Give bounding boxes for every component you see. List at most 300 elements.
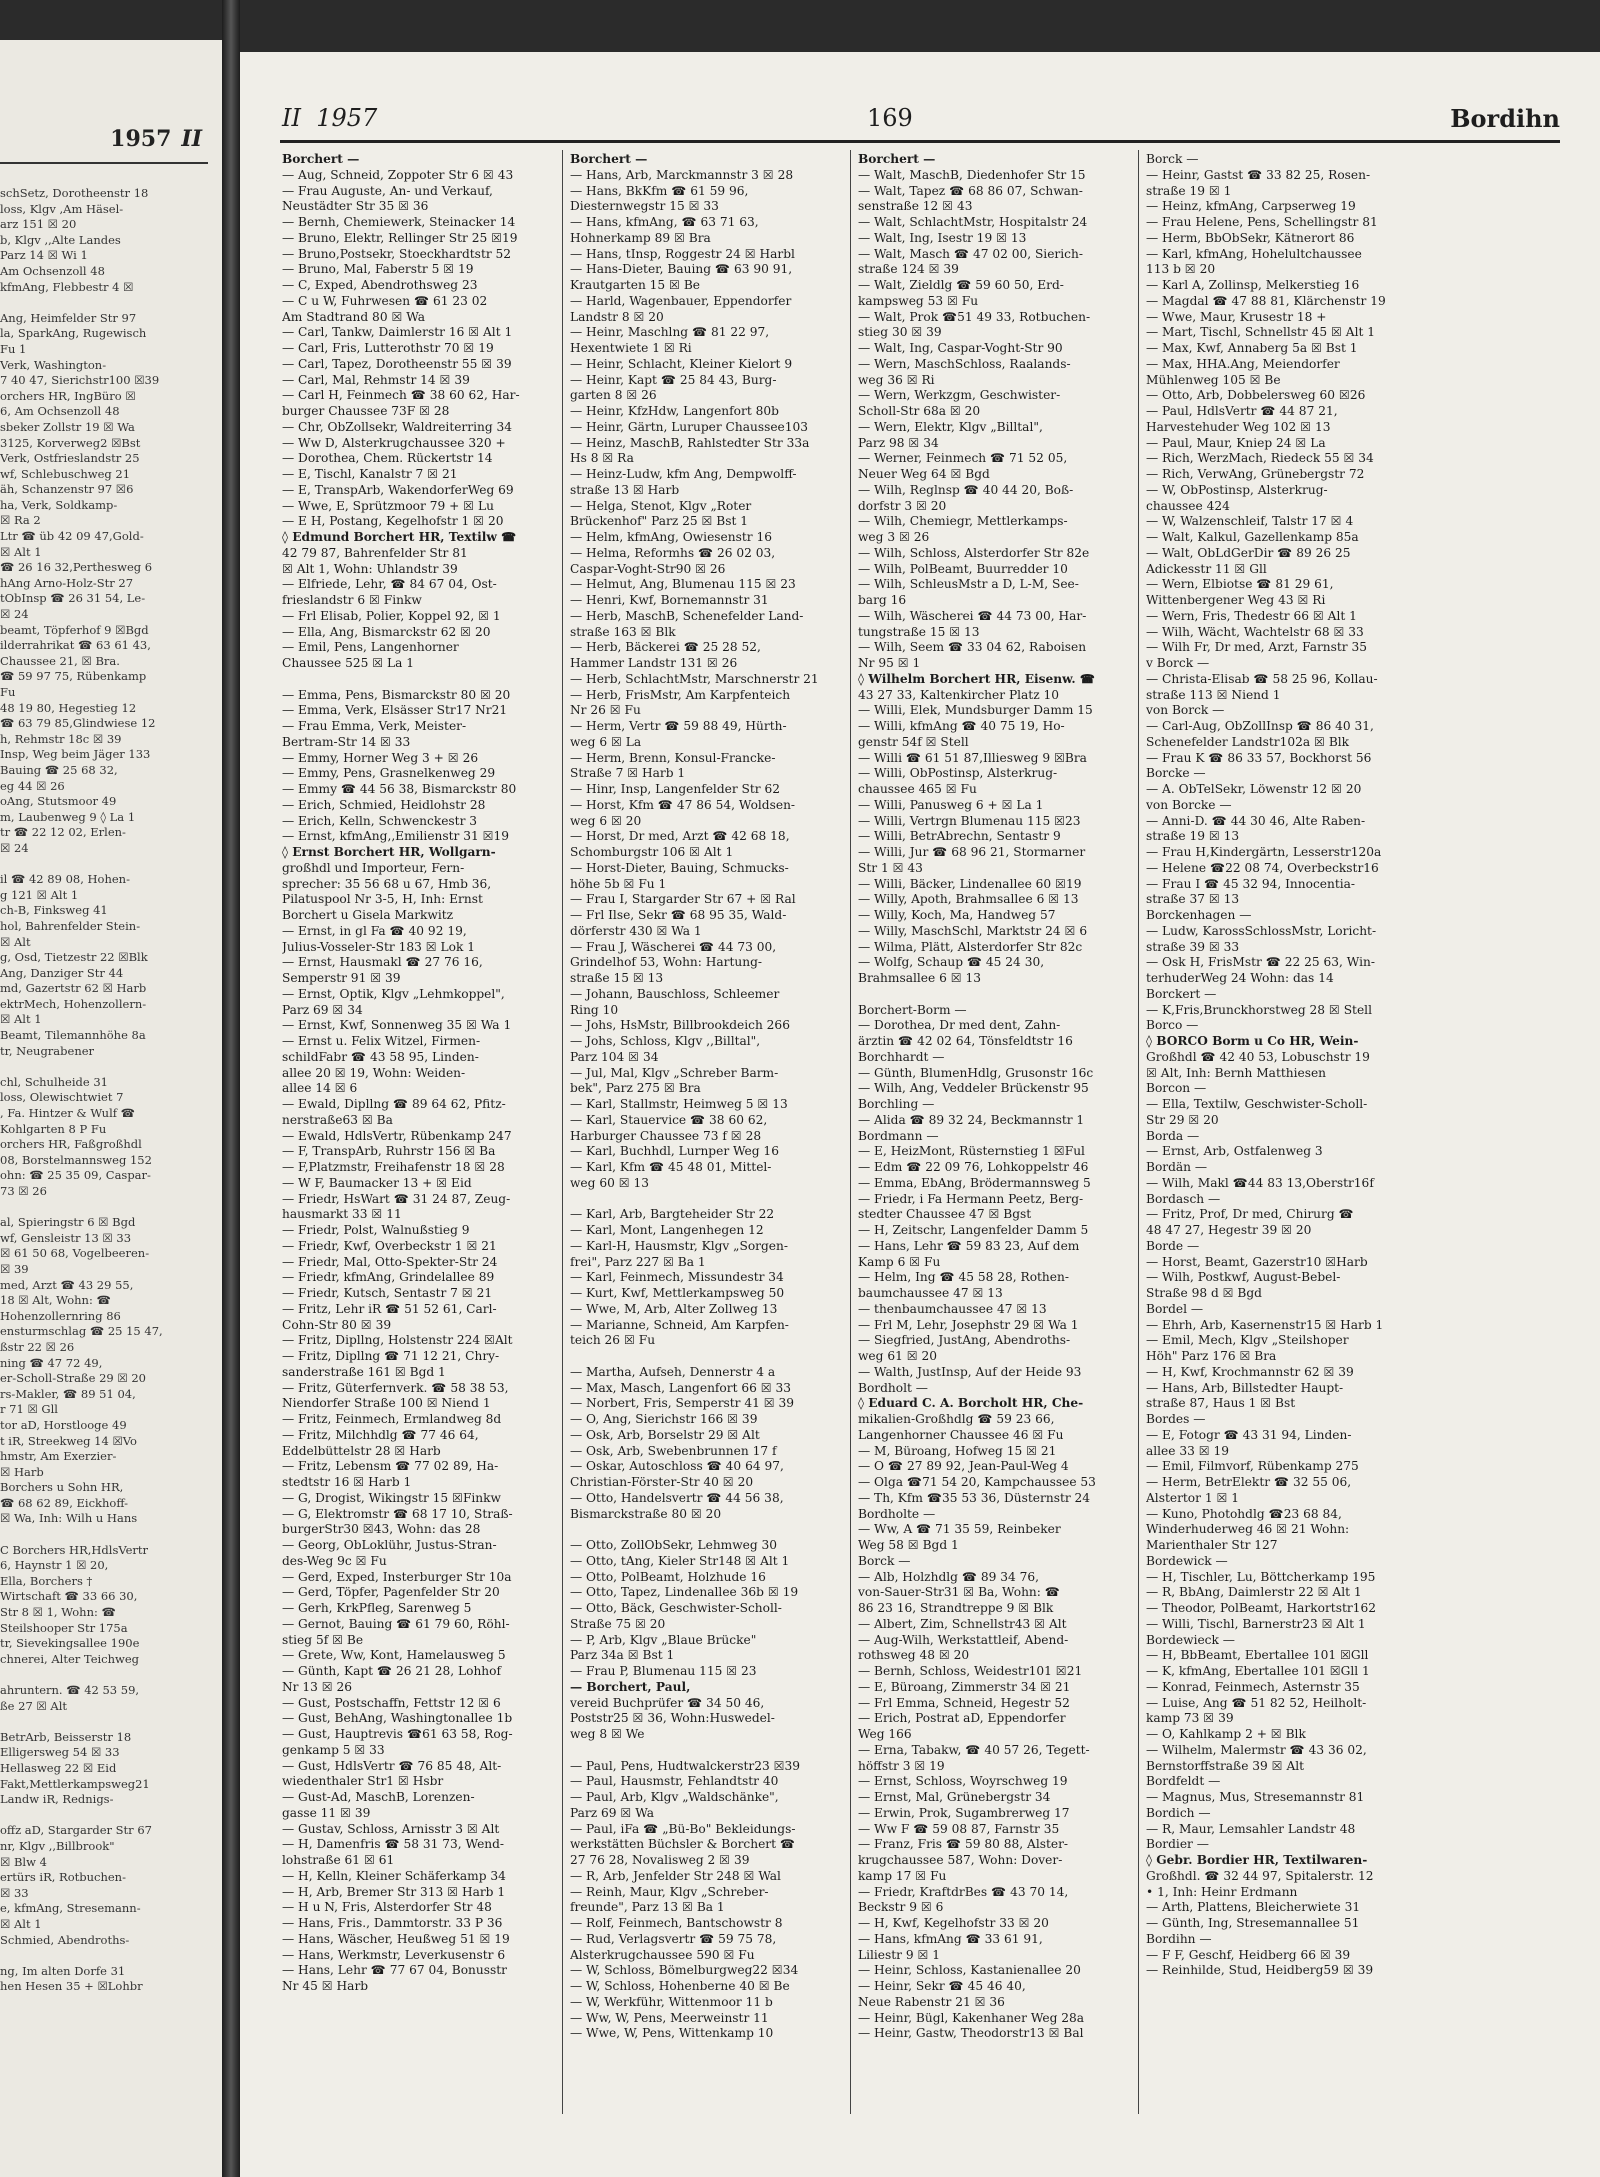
directory-entry-line: straße 124 ☒ 39 [858, 262, 959, 277]
directory-entry-line: orchers HR, IngBüro ☒ [0, 388, 136, 403]
directory-entry-line: — Willi, Panusweg 6 + ☒ La 1 [858, 797, 1044, 812]
directory-entry-line: 6, Am Ochsenzoll 48 [0, 404, 120, 419]
directory-entry-line: — Dorothea, Dr med dent, Zahn- [858, 1018, 1061, 1033]
directory-entry-line: — H, Zeitschr, Langenfelder Damm 5 [858, 1223, 1089, 1237]
directory-entry-line: — Walt, Prok ☎51 49 33, Rotbuchen- [858, 309, 1091, 324]
directory-entry-line: Höh" Parz 176 ☒ Bra [1146, 1349, 1277, 1363]
directory-entry-line: — Heinr, Bügl, Kakenhaner Weg 28a [858, 2010, 1085, 2025]
directory-entry-line: — Willi, Elek, Mundsburger Damm 15 [858, 703, 1093, 718]
directory-entry-line: höhe 5b ☒ Fu 1 [570, 876, 667, 891]
line-spacer [570, 1349, 842, 1365]
directory-entry-line: — Karl-H, Hausmstr, Klgv „Sorgen- [570, 1238, 788, 1253]
directory-entry-line: Schenefelder Landstr102a ☒ Blk [1146, 734, 1350, 749]
directory-entry-line: Diesternwegstr 15 ☒ 33 [570, 199, 719, 214]
directory-entry-line: — Wwe, Maur, Krusestr 18 + [1146, 309, 1327, 324]
directory-entry-line: — Emma, Pens, Bismarckstr 80 ☒ 20 [282, 687, 511, 702]
directory-entry-line: — W, Walzenschleif, Talstr 17 ☒ 4 [1146, 514, 1354, 529]
directory-entry-line: — Fritz, Prof, Dr med, Chirurg ☎ [1146, 1207, 1354, 1222]
directory-entry-line: — Willi, Bäcker, Lindenallee 60 ☒19 [858, 876, 1082, 891]
directory-entry-line: — Hans-Dieter, Bauing ☎ 63 90 91, [570, 262, 793, 277]
directory-entry-line: — Fritz, Dipllng, Holstenstr 224 ☒Alt [282, 1333, 513, 1348]
directory-entry-line: — Ella, Textilw, Geschwister-Scholl- [1146, 1097, 1368, 1111]
directory-entry-line: Großhdl. ☎ 32 44 97, Spitalerstr. 12 [1146, 1868, 1374, 1883]
directory-column-1 [282, 152, 554, 2112]
directory-entry-line: Verk, Ostfrieslandstr 25 [0, 451, 140, 466]
directory-entry-line: großhdl und Importeur, Fern- [282, 860, 465, 875]
directory-entry-line: — Hans, Wäscher, Heußweg 51 ☒ 19 [282, 1931, 510, 1946]
directory-entry-line: ng, Im alten Dorfe 31 [0, 1963, 126, 1978]
line-spacer [0, 1948, 200, 1964]
line-spacer [0, 857, 200, 873]
directory-entry-line: — Magnus, Mus, Stresemannstr 81 [1146, 1790, 1365, 1804]
directory-entry-line: — Herm, BetrElektr ☎ 32 55 06, [1146, 1475, 1352, 1489]
directory-entry-line: kamp 17 ☒ Fu [858, 1868, 947, 1883]
directory-entry-line: tr, Sievekingsallee 190e [0, 1636, 140, 1651]
directory-entry-line: Nr 13 ☒ 26 [282, 1679, 353, 1694]
directory-entry-line: — Heinz-Ludw, kfm Ang, Dempwolff- [570, 467, 797, 481]
directory-entry-line: — Hans, Fris., Dammtorstr. 33 P 36 [282, 1916, 503, 1930]
directory-entry-line: — H u N, Fris, Alsterdorfer Str 48 [282, 1900, 492, 1915]
directory-entry-line: ilderrahrikat ☎ 63 61 43, [0, 638, 151, 653]
directory-entry-line: Bordän — [1146, 1160, 1208, 1174]
directory-entry-line: tObInsp ☎ 26 31 54, Le- [0, 591, 146, 606]
directory-entry-line: — G, Elektromstr ☎ 68 17 10, Straß- [282, 1506, 513, 1521]
directory-entry-line: — Wilh, Schloss, Alsterdorfer Str 82e [858, 545, 1090, 560]
directory-entry-line: Grindelhof 53, Wohn: Hartung- [570, 955, 762, 970]
directory-entry-line: Harburger Chaussee 73 f ☒ 28 [570, 1128, 762, 1143]
directory-entry-line: — Ewald, HdlsVertr, Rübenkamp 247 [282, 1128, 512, 1143]
directory-entry-line: Hexentwiete 1 ☒ Ri [570, 341, 692, 355]
directory-entry-line: Brückenhof" Parz 25 ☒ Bst 1 [570, 514, 749, 529]
directory-entry-line: Ang, Danziger Str 44 [0, 965, 124, 980]
directory-entry-line: Neue Rabenstr 21 ☒ 36 [858, 1994, 1005, 2009]
directory-entry-line: — Heinz, MaschB, Rahlstedter Str 33a [570, 435, 810, 450]
directory-entry-line: — Osk, Arb, Swebenbrunnen 17 f [570, 1443, 777, 1458]
directory-entry-line: ☒ 61 50 68, Vogelbeeren- [0, 1246, 150, 1261]
directory-entry-line: — Willi, Jur ☎ 68 96 21, Stormarner [858, 845, 1086, 859]
directory-entry-line: — Heinr, Kapt ☎ 25 84 43, Burg- [570, 372, 777, 387]
directory-entry-line: — Otto, tAng, Kieler Str148 ☒ Alt 1 [570, 1553, 790, 1568]
directory-entry-line: 48 47 27, Hegestr 39 ☒ 20 [1146, 1223, 1312, 1237]
directory-entry-line: — E, Tischl, Kanalstr 7 ☒ 21 [282, 467, 458, 481]
directory-entry-line: — Heinr, KfzHdw, Langenfort 80b [570, 404, 779, 418]
directory-entry-line: baumchaussee 47 ☒ 13 [858, 1286, 1003, 1300]
directory-entry-line: Bordich — [1146, 1805, 1211, 1820]
header-volume-year [282, 104, 377, 132]
directory-entry-line: — Carl-Aug, ObZollInsp ☎ 86 40 31, [1146, 719, 1374, 733]
directory-entry-line: — Rich, VerwAng, Grünebergstr 72 [1146, 467, 1365, 481]
directory-entry-line: — Hans, Werkmstr, Leverkusenstr 6 [282, 1947, 506, 1962]
directory-entry-line: — Wern, Werkzgm, Geschwister- [858, 388, 1061, 403]
directory-entry-line: ☒ Alt 1 [0, 1916, 42, 1931]
directory-entry-line: chl, Schulheide 31 [0, 1074, 108, 1089]
directory-entry-line: Caspar-Voght-Str90 ☒ 26 [570, 561, 726, 576]
directory-entry-line: — Wilh, Wächt, Wachtelstr 68 ☒ 33 [1146, 624, 1364, 639]
book-gutter [222, 0, 240, 2177]
directory-entry-line: m, Laubenweg 9 ◊ La 1 [0, 809, 136, 824]
directory-entry-line: straße 39 ☒ 33 [1146, 939, 1240, 954]
directory-entry-line: — Karl, Mont, Langenhegen 12 [570, 1223, 764, 1237]
column-divider [1138, 150, 1139, 2114]
directory-entry-line: — H, Arb, Bremer Str 313 ☒ Harb 1 [282, 1884, 506, 1899]
directory-entry-line: — Christa-Elisab ☎ 58 25 96, Kollau- [1146, 671, 1378, 686]
directory-entry-line: — Heinr, Maschlng ☎ 81 22 97, [570, 325, 770, 340]
directory-entry-line: — Bruno, Mal, Faberstr 5 ☒ 19 [282, 262, 474, 277]
directory-entry-line: — W, ObPostinsp, Alsterkrug- [1146, 482, 1328, 497]
directory-entry-line: genkamp 5 ☒ 33 [282, 1742, 385, 1757]
directory-entry-line: — Ewald, Dipllng ☎ 89 64 62, Pfitz- [282, 1097, 506, 1111]
directory-entry-line: — Wolfg, Schaup ☎ 45 24 30, [858, 955, 1045, 970]
directory-entry-line: — Helmut, Ang, Blumenau 115 ☒ 23 [570, 577, 796, 592]
directory-entry-line: äh, Schanzenstr 97 ☒6 [0, 482, 134, 497]
directory-entry-line: — Willi, Vertrgn Blumenau 115 ☒23 [858, 813, 1081, 828]
directory-entry-line: Borde — [1146, 1238, 1200, 1253]
directory-entry-line: Eddelbüttelstr 28 ☒ Harb [282, 1443, 441, 1458]
line-spacer [0, 1808, 200, 1824]
directory-entry-line: — Hinr, Insp, Langenfelder Str 62 [570, 782, 781, 796]
directory-entry-line: Parz 69 ☒ 34 [282, 1002, 363, 1017]
directory-entry-line: — Walt, ObLdGerDir ☎ 89 26 25 [1146, 545, 1351, 560]
directory-entry-line: sanderstraße 161 ☒ Bgd 1 [282, 1364, 446, 1379]
directory-entry-line: — Frau P, Blumenau 115 ☒ 23 [570, 1664, 757, 1678]
directory-entry-line: — Marianne, Schneid, Am Karpfen- [570, 1317, 789, 1332]
column-divider [850, 150, 851, 2114]
directory-entry-line: straße 19 ☒ 13 [1146, 829, 1240, 844]
directory-entry-line: ße 27 ☒ Alt [0, 1698, 68, 1713]
directory-entry-line: Kamp 6 ☒ Fu [858, 1254, 941, 1269]
directory-entry-line: — Horst, Kfm ☎ 47 86 54, Woldsen- [570, 797, 796, 812]
directory-entry-line: — Otto, Handelsvertr ☎ 44 56 38, [570, 1490, 784, 1505]
directory-entry-line: — Kuno, Photohdlg ☎23 68 84, [1146, 1506, 1342, 1521]
directory-entry-line: allee 33 ☒ 19 [1146, 1443, 1230, 1458]
directory-entry-line: — Herm, Brenn, Konsul-Francke- [570, 750, 776, 765]
directory-entry-line: Bauing ☎ 25 68 32, [0, 762, 118, 777]
directory-entry-line: — P, Arb, Klgv „Blaue Brücke" [570, 1632, 757, 1647]
directory-entry-line: — Friedr, HsWart ☎ 31 24 87, Zeug- [282, 1191, 511, 1206]
directory-entry-line: — Willi, Tischl, Barnerstr23 ☒ Alt 1 [1146, 1616, 1366, 1631]
directory-entry-line: — Ernst u. Felix Witzel, Firmen- [282, 1034, 481, 1048]
directory-entry-line: — Heinr, Sekr ☎ 45 46 40, [858, 1979, 1026, 1993]
directory-entry-line: — O, Ang, Sierichstr 166 ☒ 39 [570, 1412, 758, 1426]
directory-entry-line: hol, Bahrenfelder Stein- [0, 918, 141, 933]
directory-entry-line: sbeker Zollstr 19 ☒ Wa [0, 419, 135, 434]
directory-entry-line: — R, Arb, Jenfelder Str 248 ☒ Wal [570, 1868, 781, 1883]
directory-entry-line: — Grete, Ww, Kont, Hamelausweg 5 [282, 1648, 506, 1663]
directory-entry-line: — Wilh, SchleusMstr a D, L-M, See- [858, 577, 1079, 592]
directory-entry-line: — Otto, Arb, Dobbelersweg 60 ☒26 [1146, 388, 1366, 403]
directory-entry-line: — Henri, Kwf, Bornemannstr 31 [570, 593, 769, 607]
directory-entry-line: — Wilh, Wäscherei ☎ 44 73 00, Har- [858, 608, 1087, 623]
header-year: 1957 [316, 104, 378, 132]
directory-entry-line: Bordholte — [858, 1506, 936, 1521]
directory-entry-line: e, kfmAng, Stresemann- [0, 1901, 141, 1916]
directory-entry-line: — Alb, Holzhdlg ☎ 89 34 76, [858, 1569, 1040, 1584]
directory-entry-line: — Hans, tInsp, Roggestr 24 ☒ Harbl [570, 246, 795, 261]
directory-entry-line: — Otto, PolBeamt, Holzhude 16 [570, 1569, 766, 1584]
directory-entry-line: — Friedr, KraftdrBes ☎ 43 70 14, [858, 1884, 1069, 1899]
directory-entry-line: weg 8 ☒ We [570, 1727, 645, 1741]
directory-entry-line: — Martha, Aufseh, Dennerstr 4 a [570, 1364, 776, 1379]
directory-entry-line: — Chr, ObZollsekr, Waldreiterring 34 [282, 419, 513, 434]
directory-entry-line: weg 6 ☒ 20 [570, 813, 642, 828]
directory-entry-line: Borckenhagen — [1146, 908, 1252, 922]
directory-entry-line: — K, kfmAng, Ebertallee 101 ☒Gll 1 [1146, 1664, 1370, 1678]
directory-entry-line: — Emmy ☎ 44 56 38, Bismarckstr 80 [282, 782, 517, 796]
directory-entry-line: — Frl Ilse, Sekr ☎ 68 95 35, Wald- [570, 908, 787, 922]
directory-entry-line: Straße 7 ☒ Harb 1 [570, 766, 686, 781]
directory-entry-line: — R, BbAng, Daimlerstr 22 ☒ Alt 1 [1146, 1585, 1362, 1600]
left-page-column [0, 186, 200, 1995]
directory-entry-line: — Bruno, Elektr, Rellinger Str 25 ☒19 [282, 230, 518, 245]
directory-entry-line: g, Osd, Tietzestr 22 ☒Blk [0, 950, 148, 965]
directory-entry-line: — O, Kahlkamp 2 + ☒ Blk [1146, 1727, 1306, 1741]
directory-entry-line: Hs 8 ☒ Ra [570, 451, 634, 466]
directory-entry-line: — Heinz, kfmAng, Carpserweg 19 [1146, 199, 1356, 214]
directory-entry-line: Neustädter Str 35 ☒ 36 [282, 199, 429, 214]
page-header [282, 98, 1560, 138]
directory-entry-line: — Heinr, Gastst ☎ 33 82 25, Rosen- [1146, 167, 1371, 182]
directory-entry-line: — H, Tischler, Lu, Böttcherkamp 195 [1146, 1569, 1376, 1584]
directory-entry-line: — Willy, Koch, Ma, Handweg 57 [858, 908, 1056, 922]
directory-entry-line: straße 19 ☒ 1 [1146, 183, 1232, 198]
directory-entry-line: — Reinhilde, Stud, Heidberg59 ☒ 39 [1146, 1963, 1374, 1978]
directory-entry-line: — Frl Elisab, Polier, Koppel 92, ☒ 1 [282, 608, 501, 623]
directory-entry-line: Alstertor 1 ☒ 1 [1146, 1490, 1240, 1505]
directory-entry-line: — Emmy, Pens, Grasnelkenweg 29 [282, 766, 496, 781]
directory-entry-line: — Harld, Wagenbauer, Eppendorfer [570, 293, 792, 308]
directory-entry-line: — Günth, BlumenHdlg, Grusonstr 16c [858, 1065, 1094, 1080]
directory-entry-line: — R, Maur, Lemsahler Landstr 48 [1146, 1821, 1356, 1836]
directory-entry-line: ha, Verk, Soldkamp- [0, 497, 118, 512]
directory-entry-line: — Wilh, PolBeamt, Buurredder 10 [858, 561, 1068, 576]
directory-entry-line: — C u W, Fuhrwesen ☎ 61 23 02 [282, 293, 488, 308]
directory-entry-line: — Wilh, Chemiegr, Mettlerkamps- [858, 514, 1068, 529]
directory-entry-line: senstraße 12 ☒ 43 [858, 199, 973, 214]
directory-entry-line: — Hans, Lehr ☎ 59 83 23, Auf dem [858, 1238, 1080, 1253]
directory-entry-line: ertürs iR, Rotbuchen- [0, 1870, 126, 1885]
directory-entry-line: — Carl H, Feinmech ☎ 38 60 62, Har- [282, 388, 520, 403]
directory-entry-line: weg 6 ☒ La [570, 734, 642, 749]
directory-entry-line: kamp 73 ☒ 39 [1146, 1711, 1234, 1726]
directory-entry-line: Wirtschaft ☎ 33 66 30, [0, 1589, 138, 1604]
directory-entry-line: — Helm, kfmAng, Owiesenstr 16 [570, 530, 772, 544]
directory-entry-line: loss, Klgv ,Am Häsel- [0, 201, 124, 216]
directory-entry-line: — Wilh, Ang, Veddeler Brückenstr 95 [858, 1081, 1089, 1096]
directory-entry-line: — Wwe, W, Pens, Wittenkamp 10 [570, 2026, 774, 2041]
directory-entry-line: — Borchert, Paul, [570, 1679, 691, 1694]
directory-entry-line: — Fritz, Dipllng ☎ 71 12 21, Chry- [282, 1349, 500, 1363]
page-number: 169 [867, 104, 913, 132]
directory-entry-line: — Max, Masch, Langenfort 66 ☒ 33 [570, 1380, 792, 1395]
directory-entry-line: garten 8 ☒ 26 [570, 388, 657, 403]
directory-entry-line: Harvestehuder Weg 102 ☒ 13 [1146, 419, 1331, 434]
directory-entry-line: — Walt, SchlachtMstr, Hospitalstr 24 [858, 215, 1088, 229]
directory-entry-line: offz aD, Stargarder Str 67 [0, 1823, 152, 1838]
directory-entry-line: BetrArb, Beisserstr 18 [0, 1729, 132, 1744]
directory-entry-line: von-Sauer-Str31 ☒ Ba, Wohn: ☎ [858, 1585, 1060, 1600]
directory-entry-line: — Otto, ZollObSekr, Lehmweg 30 [570, 1538, 778, 1552]
directory-entry-line: — Ernst, Arb, Ostfalenweg 3 [1146, 1144, 1323, 1159]
directory-entry-line: Niendorfer Straße 100 ☒ Niend 1 [282, 1396, 491, 1411]
directory-entry-line: nr, Klgv ,,Billbrook" [0, 1838, 115, 1853]
directory-entry-line: — Paul, Pens, Hudtwalckerstr23 ☒39 [570, 1758, 801, 1773]
directory-entry-line: — Friedr, i Fa Hermann Peetz, Berg- [858, 1191, 1084, 1206]
directory-entry-line: Großhdl ☎ 42 40 53, Lobuschstr 19 [1146, 1049, 1370, 1064]
directory-entry-line: — Ludw, KarossSchlossMstr, Loricht- [1146, 923, 1377, 938]
directory-entry-line: — Albert, Zim, Schnellstr43 ☒ Alt [858, 1616, 1067, 1631]
directory-entry-line: — Wilh, Postkwf, August-Bebel- [1146, 1270, 1341, 1285]
directory-entry-line: — Herb, SchlachtMstr, Marschnerstr 21 [570, 671, 819, 686]
directory-entry-line: — Gerd, Töpfer, Pagenfelder Str 20 [282, 1585, 500, 1600]
directory-entry-line: — F,Platzmstr, Freihafenstr 18 ☒ 28 [282, 1160, 505, 1174]
directory-entry-line: weg 36 ☒ Ri [858, 372, 935, 387]
directory-entry-line: , Fa. Hintzer & Wulf ☎ [0, 1106, 135, 1121]
directory-entry-line: teich 26 ☒ Fu [570, 1333, 656, 1348]
directory-entry-line: Krautgarten 15 ☒ Be [570, 278, 701, 292]
directory-entry-line: Steilshooper Str 175a [0, 1620, 128, 1635]
directory-entry-line: Ella, Borchers † [0, 1573, 93, 1588]
directory-entry-line: — Heinr, Schlacht, Kleiner Kielort 9 [570, 356, 793, 371]
directory-entry-line: — Otto, Bäck, Geschwister-Scholl- [570, 1601, 782, 1615]
directory-entry-line: bek", Parz 275 ☒ Bra [570, 1081, 701, 1096]
directory-entry-line: tor aD, Horstlooge 49 [0, 1417, 127, 1432]
directory-entry-line: — Erwin, Prok, Sugambrerweg 17 [858, 1805, 1070, 1820]
directory-entry-line: — Walt, Zieldlg ☎ 59 60 50, Erd- [858, 278, 1064, 292]
directory-entry-line: Borda — [1146, 1128, 1200, 1143]
directory-entry-line: — Heinr, Gärtn, Luruper Chaussee103 [570, 419, 809, 434]
directory-entry-line: hen Hesen 35 + ☒Lohbr [0, 1979, 143, 1994]
directory-entry-line: — Magdal ☎ 47 88 81, Klärchenstr 19 [1146, 293, 1386, 308]
directory-entry-line: — Wern, Fris, Thedestr 66 ☒ Alt 1 [1146, 608, 1357, 623]
directory-entry-line: Wittenbergener Weg 43 ☒ Ri [1146, 593, 1326, 607]
directory-entry-line: — Karl, Arb, Bargteheider Str 22 [570, 1207, 775, 1222]
directory-entry-line: — Emil, Pens, Langenhorner [282, 640, 459, 655]
left-page-header [110, 126, 202, 152]
directory-entry-line: Borchert — [570, 152, 648, 166]
left-page [0, 40, 222, 2177]
directory-entry-line: 43 27 33, Kaltenkircher Platz 10 [858, 687, 1060, 702]
directory-entry-line: Borcon — [1146, 1081, 1207, 1096]
directory-entry-line: — Hans, kfmAng ☎ 33 61 91, [858, 1931, 1043, 1946]
directory-entry-line: Ang, Heimfelder Str 97 [0, 310, 137, 325]
directory-entry-line: — Ernst, Mal, Grünebergstr 34 [858, 1790, 1051, 1804]
directory-entry-line: — Osk H, FrisMstr ☎ 22 25 63, Win- [1146, 955, 1375, 970]
directory-entry-line: ◊ Wilhelm Borchert HR, Eisenw. ☎ [858, 671, 1096, 686]
directory-entry-line: — Hans, Lehr ☎ 77 67 04, Bonusstr [282, 1963, 507, 1978]
directory-column-2 [570, 152, 842, 2112]
directory-entry-line: ☒ Alt [0, 934, 31, 949]
directory-entry-line: Weg 58 ☒ Bgd 1 [858, 1538, 959, 1552]
line-spacer [0, 1667, 200, 1683]
directory-entry-line: Straße 75 ☒ 20 [570, 1616, 666, 1631]
directory-entry-line: von Borck — [1146, 703, 1225, 718]
directory-entry-line: schildFabr ☎ 43 58 95, Linden- [282, 1049, 479, 1064]
directory-entry-line: Borck — [858, 1553, 911, 1568]
directory-entry-line: Nr 95 ☒ 1 [858, 656, 921, 670]
directory-entry-line: schSetz, Dorotheenstr 18 [0, 186, 149, 200]
directory-entry-line: — Ernst, Hausmakl ☎ 27 76 16, [282, 955, 483, 970]
directory-entry-line: — Gustav, Schloss, Arnisstr 3 ☒ Alt [282, 1821, 500, 1836]
directory-entry-line: ☒ Wa, Inh: Wilh u Hans [0, 1511, 138, 1526]
directory-entry-line: wiedenthaler Str1 ☒ Hsbr [282, 1774, 444, 1789]
directory-entry-line: tungstraße 15 ☒ 13 [858, 624, 980, 639]
directory-entry-line: — Rolf, Feinmech, Bantschowstr 8 [570, 1916, 783, 1930]
directory-entry-line: 73 ☒ 26 [0, 1184, 47, 1198]
directory-entry-line: — W, Schloss, Bömelburgweg22 ☒34 [570, 1963, 799, 1978]
directory-entry-line: — Th, Kfm ☎35 53 36, Düsternstr 24 [858, 1490, 1091, 1505]
directory-entry-line: hausmarkt 33 ☒ 11 [282, 1207, 402, 1222]
directory-entry-line: — Heinr, Schloss, Kastanienallee 20 [858, 1963, 1081, 1978]
directory-entry-line: — Herb, Bäckerei ☎ 25 28 52, [570, 640, 761, 655]
directory-entry-line: — Wwe, E, Sprützmoor 79 + ☒ Lu [282, 498, 494, 513]
directory-entry-line: — Wilh, Reglnsp ☎ 40 44 20, Boß- [858, 482, 1074, 497]
directory-entry-line: g 121 ☒ Alt 1 [0, 887, 79, 902]
directory-entry-line: — Bernh, Chemiewerk, Steinacker 14 [282, 215, 516, 229]
directory-entry-line: tr, Neugrabener [0, 1043, 95, 1058]
directory-entry-line: — Anni-D. ☎ 44 30 46, Alte Raben- [1146, 813, 1366, 828]
line-spacer [858, 987, 1130, 1003]
directory-entry-line: hmstr, Am Exerzier- [0, 1449, 117, 1464]
directory-entry-line: — Ernst, Schloss, Woyrschweg 19 [858, 1774, 1068, 1789]
directory-entry-line: — Johs, HsMstr, Billbrookdeich 266 [570, 1018, 790, 1033]
directory-entry-line: — Willi, BetrAbrechn, Sentastr 9 [858, 829, 1061, 844]
directory-entry-line: Parz 14 ☒ Wi 1 [0, 248, 88, 263]
directory-entry-line: Alsterkrugchaussee 590 ☒ Fu [570, 1947, 755, 1962]
directory-entry-line: eg 44 ☒ 26 [0, 778, 65, 793]
directory-entry-line: — C, Exped, Abendrothsweg 23 [282, 278, 478, 292]
directory-entry-line: ☒ Alt 1 [0, 1012, 42, 1027]
directory-entry-line: Am Ochsenzoll 48 [0, 263, 105, 278]
directory-entry-line: weg 61 ☒ 20 [858, 1349, 938, 1363]
directory-entry-line: ☒ Blw 4 [0, 1854, 47, 1869]
directory-entry-line: ☒ Alt, Inh: Bernh Matthiesen [1146, 1065, 1327, 1080]
directory-entry-line: frei", Parz 227 ☒ Ba 1 [570, 1254, 706, 1269]
directory-entry-line: straße 87, Haus 1 ☒ Bst [1146, 1396, 1296, 1411]
directory-entry-line: — Frau H,Kindergärtn, Lesserstr120a [1146, 845, 1382, 859]
directory-entry-line: Mühlenweg 105 ☒ Be [1146, 372, 1281, 387]
directory-entry-line: C Borchers HR,HdlsVertr [0, 1542, 149, 1557]
directory-column-3 [858, 152, 1130, 2112]
directory-entry-line: — H, Kelln, Kleiner Schäferkamp 34 [282, 1868, 506, 1883]
directory-entry-line: ◊ Gebr. Bordier HR, Textilwaren- [1146, 1853, 1368, 1867]
directory-entry-line: chnerei, Alter Teichweg [0, 1651, 140, 1666]
directory-entry-line: — F F, Geschf, Heidberg 66 ☒ 39 [1146, 1947, 1351, 1962]
directory-entry-line: — Siegfried, JustAng, Abendroths- [858, 1333, 1071, 1348]
directory-entry-line: Borchert-Borm — [858, 1002, 967, 1017]
directory-entry-line: — Gernot, Bauing ☎ 61 79 60, Röhl- [282, 1616, 510, 1631]
directory-entry-line: weg 60 ☒ 13 [570, 1175, 650, 1190]
left-page-volume: II [181, 126, 202, 152]
directory-entry-line: — Friedr, Kutsch, Sentastr 7 ☒ 21 [282, 1286, 493, 1300]
directory-entry-line: — Karl, Feinmech, Missundestr 34 [570, 1270, 784, 1285]
directory-entry-line: — E, TranspArb, WakendorferWeg 69 [282, 482, 514, 497]
directory-entry-line: — Ww D, Alsterkrugchaussee 320 + [282, 435, 506, 450]
directory-entry-line: — Frau I, Stargarder Str 67 + ☒ Ral [570, 892, 796, 907]
directory-entry-line: 08, Borstelmannsweg 152 [0, 1152, 152, 1167]
directory-entry-line: wf, Schlebuschweg 21 [0, 466, 131, 481]
directory-entry-line: terhuderWeg 24 Wohn: das 14 [1146, 971, 1334, 985]
directory-entry-line: b, Klgv ,,Alte Landes [0, 232, 121, 247]
directory-entry-line: Marienthaler Str 127 [1146, 1538, 1278, 1552]
directory-entry-line: er-Scholl-Straße 29 ☒ 20 [0, 1371, 146, 1386]
directory-entry-line: — Emmy, Horner Weg 3 + ☒ 26 [282, 750, 479, 765]
directory-entry-line: ◊ Edmund Borchert HR, Textilw ☎ [282, 530, 517, 544]
directory-entry-line: — Hans, Arb, Marckmannstr 3 ☒ 28 [570, 167, 794, 182]
directory-entry-line: — Helga, Stenot, Klgv „Roter [570, 498, 752, 513]
directory-entry-line: — Friedr, Kwf, Overbeckstr 1 ☒ 21 [282, 1238, 497, 1253]
directory-entry-line: Ring 10 [570, 1002, 619, 1017]
directory-entry-line: — Mart, Tischl, Schnellstr 45 ☒ Alt 1 [1146, 325, 1376, 340]
